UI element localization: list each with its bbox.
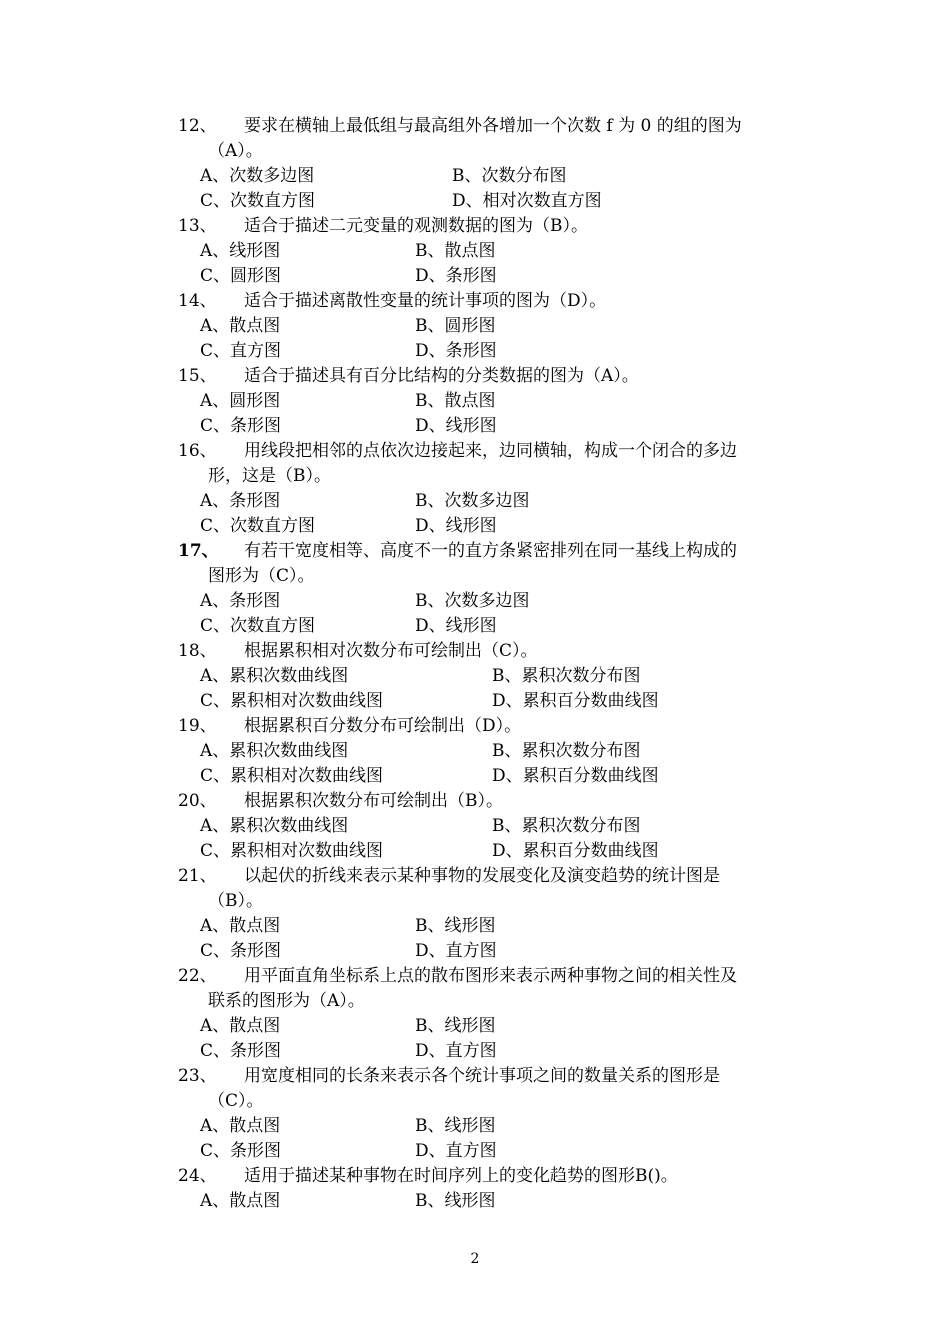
answer-option: A、次数多边图 — [200, 166, 315, 186]
question-item — [178, 789, 810, 864]
answer-option: B、线形图 — [415, 916, 496, 936]
answer-option: B、圆形图 — [415, 316, 496, 336]
option-row — [178, 389, 810, 414]
answer-option: C、次数直方图 — [200, 191, 316, 211]
question-text-continued: （C）。 — [208, 1091, 264, 1111]
question-line — [178, 964, 810, 989]
question-line — [178, 214, 810, 239]
question-line — [178, 1164, 810, 1189]
question-item — [178, 1164, 810, 1214]
question-text: 根据累积百分数分布可绘制出（D）。 — [244, 716, 522, 736]
question-line — [178, 989, 810, 1014]
answer-option: B、次数多边图 — [415, 491, 530, 511]
answer-option: D、线形图 — [415, 416, 497, 436]
answer-option: A、散点图 — [200, 316, 281, 336]
question-text: 用线段把相邻的点依次边接起来，边同横轴，构成一个闭合的多边 — [244, 441, 737, 461]
question-line — [178, 864, 810, 889]
option-row — [178, 414, 810, 439]
question-text: 适用于描述某种事物在时间序列上的变化趋势的图形B()。 — [244, 1166, 678, 1186]
question-number: 15、 — [178, 366, 217, 386]
answer-option: B、累积次数分布图 — [492, 741, 641, 761]
option-row — [178, 764, 810, 789]
option-row — [178, 489, 810, 514]
question-line — [178, 289, 810, 314]
question-line — [178, 364, 810, 389]
question-line — [178, 639, 810, 664]
answer-option: A、散点图 — [200, 916, 281, 936]
answer-option: C、累积相对次数曲线图 — [200, 766, 384, 786]
question-item — [178, 439, 810, 539]
question-text-continued: 联系的图形为（A）。 — [208, 991, 365, 1011]
answer-option: D、条形图 — [415, 341, 497, 361]
answer-option: A、散点图 — [200, 1116, 281, 1136]
question-item — [178, 714, 810, 789]
question-item — [178, 1064, 810, 1164]
answer-option: D、条形图 — [415, 266, 497, 286]
answer-option: C、次数直方图 — [200, 516, 316, 536]
question-item — [178, 964, 810, 1064]
answer-option: B、累积次数分布图 — [492, 666, 641, 686]
question-item — [178, 539, 810, 639]
answer-option: C、条形图 — [200, 1141, 282, 1161]
option-row — [178, 689, 810, 714]
question-number: 13、 — [178, 216, 217, 236]
answer-option: D、直方图 — [415, 941, 497, 961]
answer-option: C、累积相对次数曲线图 — [200, 841, 384, 861]
question-item — [178, 214, 810, 289]
question-line — [178, 564, 810, 589]
option-row — [178, 839, 810, 864]
question-text: 用平面直角坐标系上点的散布图形来表示两种事物之间的相关性及 — [244, 966, 737, 986]
question-text: 适合于描述具有百分比结构的分类数据的图为（A）。 — [244, 366, 639, 386]
answer-option: B、线形图 — [415, 1016, 496, 1036]
answer-option: B、线形图 — [415, 1116, 496, 1136]
question-text: 用宽度相同的长条来表示各个统计事项之间的数量关系的图形是 — [244, 1066, 720, 1086]
question-number: 19、 — [178, 716, 217, 736]
question-number: 23、 — [178, 1066, 217, 1086]
question-number: 14、 — [178, 291, 217, 311]
option-row — [178, 589, 810, 614]
question-number: 17、 — [178, 541, 219, 561]
question-text-continued: （A）。 — [208, 141, 263, 161]
question-item — [178, 364, 810, 439]
answer-option: A、圆形图 — [200, 391, 281, 411]
answer-option: C、条形图 — [200, 1041, 282, 1061]
question-item — [178, 639, 810, 714]
option-row — [178, 664, 810, 689]
question-text: 有若干宽度相等、高度不一的直方条紧密排列在同一基线上构成的 — [244, 541, 737, 561]
option-row — [178, 264, 810, 289]
option-row — [178, 1039, 810, 1064]
answer-option: B、次数多边图 — [415, 591, 530, 611]
answer-option: B、次数分布图 — [452, 166, 567, 186]
question-line — [178, 464, 810, 489]
answer-option: C、条形图 — [200, 416, 282, 436]
question-number: 22、 — [178, 966, 217, 986]
question-line — [178, 114, 810, 139]
answer-option: D、累积百分数曲线图 — [492, 691, 659, 711]
question-line — [178, 889, 810, 914]
option-row — [178, 314, 810, 339]
question-text-continued: 形，这是（B）。 — [208, 466, 331, 486]
option-row — [178, 939, 810, 964]
question-number: 16、 — [178, 441, 217, 461]
question-number: 24、 — [178, 1166, 217, 1186]
answer-option: B、散点图 — [415, 391, 496, 411]
question-number: 18、 — [178, 641, 217, 661]
question-text: 根据累积相对次数分布可绘制出（C）。 — [244, 641, 538, 661]
option-row — [178, 164, 810, 189]
answer-option: A、累积次数曲线图 — [200, 666, 349, 686]
question-line — [178, 139, 810, 164]
answer-option: A、累积次数曲线图 — [200, 741, 349, 761]
option-row — [178, 339, 810, 364]
question-text: 根据累积次数分布可绘制出（B）。 — [244, 791, 503, 811]
question-text: 适合于描述二元变量的观测数据的图为（B）。 — [244, 216, 588, 236]
question-number: 21、 — [178, 866, 217, 886]
option-row — [178, 239, 810, 264]
option-row — [178, 1189, 810, 1214]
answer-option: C、次数直方图 — [200, 616, 316, 636]
option-row — [178, 914, 810, 939]
question-line — [178, 789, 810, 814]
question-line — [178, 539, 810, 564]
answer-option: A、线形图 — [200, 241, 281, 261]
answer-option: A、散点图 — [200, 1191, 281, 1211]
option-row — [178, 189, 810, 214]
question-line — [178, 714, 810, 739]
answer-option: A、累积次数曲线图 — [200, 816, 349, 836]
option-row — [178, 814, 810, 839]
option-row — [178, 1139, 810, 1164]
answer-option: A、条形图 — [200, 491, 281, 511]
answer-option: C、条形图 — [200, 941, 282, 961]
answer-option: C、直方图 — [200, 341, 282, 361]
question-item — [178, 289, 810, 364]
answer-option: B、散点图 — [415, 241, 496, 261]
answer-option: A、条形图 — [200, 591, 281, 611]
question-text: 要求在横轴上最低组与最高组外各增加一个次数 f 为 0 的组的图为 — [244, 116, 742, 136]
answer-option: D、直方图 — [415, 1041, 497, 1061]
answer-option: D、相对次数直方图 — [452, 191, 602, 211]
option-row — [178, 1114, 810, 1139]
option-row — [178, 614, 810, 639]
option-row — [178, 1014, 810, 1039]
question-text: 以起伏的折线来表示某种事物的发展变化及演变趋势的统计图是 — [244, 866, 720, 886]
option-row — [178, 739, 810, 764]
question-text-continued: （B）。 — [208, 891, 263, 911]
question-item — [178, 114, 810, 214]
answer-option: D、累积百分数曲线图 — [492, 766, 659, 786]
answer-option: D、直方图 — [415, 1141, 497, 1161]
answer-option: A、散点图 — [200, 1016, 281, 1036]
answer-option: B、线形图 — [415, 1191, 496, 1211]
page-number: 2 — [470, 1251, 480, 1267]
answer-option: D、累积百分数曲线图 — [492, 841, 659, 861]
question-number: 20、 — [178, 791, 217, 811]
answer-option: C、累积相对次数曲线图 — [200, 691, 384, 711]
question-text: 适合于描述离散性变量的统计事项的图为（D）。 — [244, 291, 607, 311]
answer-option: C、圆形图 — [200, 266, 282, 286]
question-number: 12、 — [178, 116, 217, 136]
question-list — [178, 114, 810, 1214]
question-line — [178, 1064, 810, 1089]
question-line — [178, 1089, 810, 1114]
answer-option: B、累积次数分布图 — [492, 816, 641, 836]
answer-option: D、线形图 — [415, 616, 497, 636]
answer-option: D、线形图 — [415, 516, 497, 536]
option-row — [178, 514, 810, 539]
question-item — [178, 864, 810, 964]
question-line — [178, 439, 810, 464]
question-text-continued: 图形为（C）。 — [208, 566, 315, 586]
